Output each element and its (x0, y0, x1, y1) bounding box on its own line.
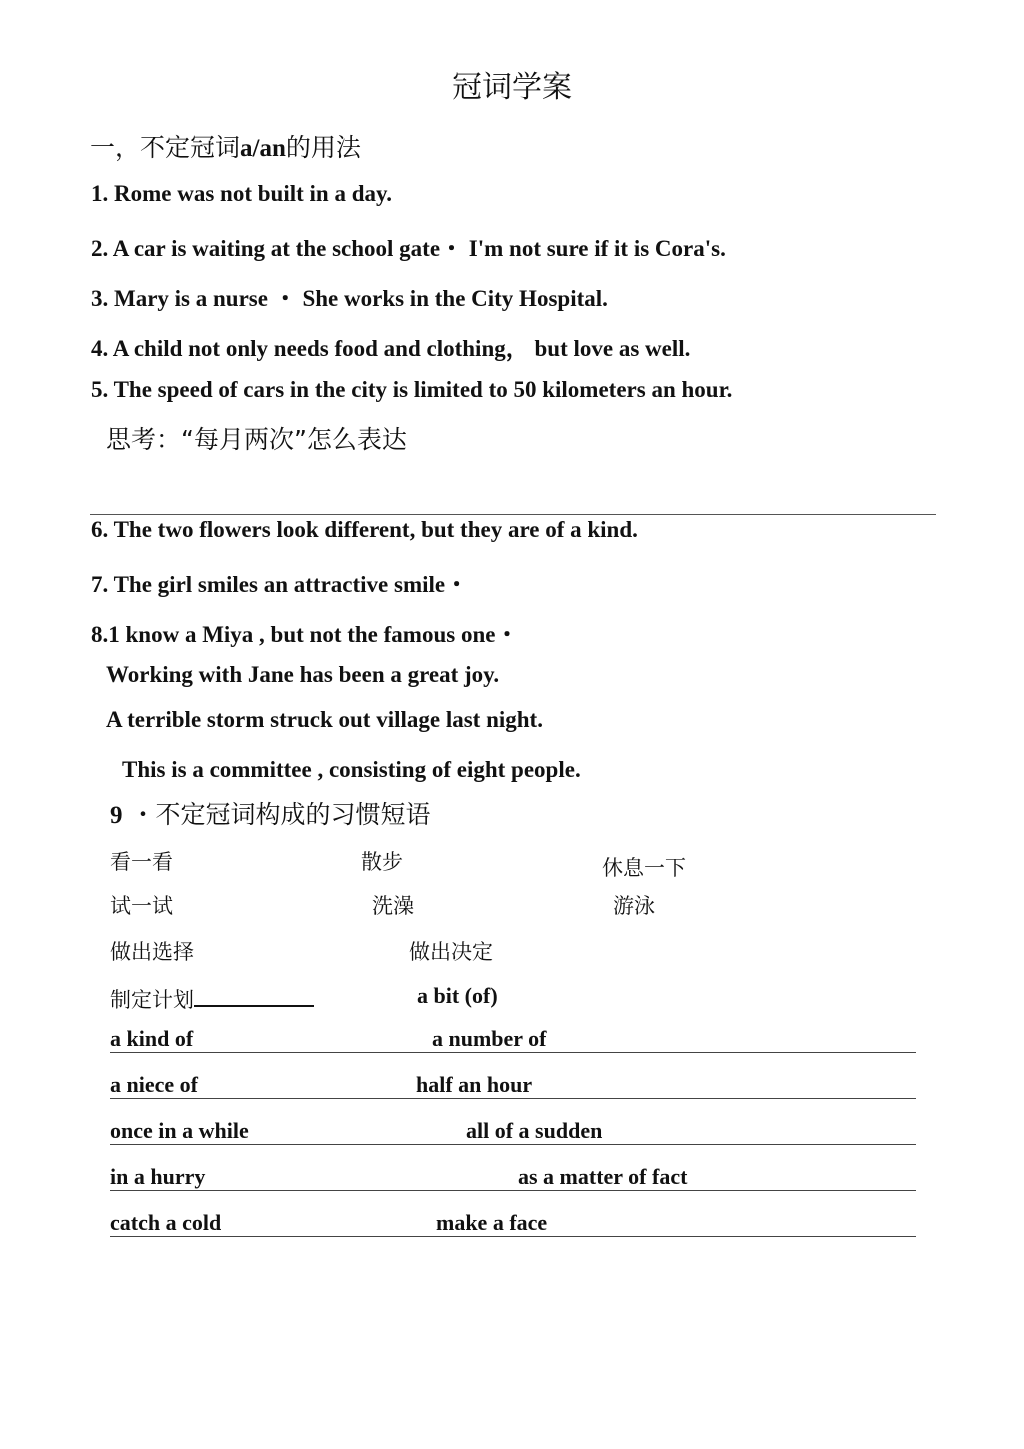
sentence-8-example-2: A terrible storm struck out village last night. (106, 707, 543, 732)
rule-line-2 (110, 1098, 916, 1099)
section-heading-suffix: 的用法 (285, 133, 361, 162)
rule-line-1 (110, 1052, 916, 1053)
phrase-a-kind-of: a kind of (110, 1026, 194, 1051)
sentence-8-example-1: Working with Jane has been a great joy. (106, 662, 500, 687)
phrase-a-bit-of: a bit (of) (417, 983, 498, 1008)
cn-phrase-decision: 做出决定 (409, 940, 493, 964)
sentence-6: 6. The two flowers look different, but they are of a kind. (91, 517, 638, 542)
rule-line-5 (110, 1236, 916, 1237)
sentence-8: 8.1 know a Miya , but not the famous one・ (91, 622, 519, 647)
phrase-half-an-hour: half an hour (416, 1072, 533, 1097)
page-title: 冠词学案 (452, 70, 572, 105)
answer-line (90, 514, 936, 515)
cn-phrase-try: 试一试 (110, 894, 173, 918)
section-heading-9 (110, 795, 430, 831)
phrase-a-niece-of: a niece of (110, 1072, 198, 1097)
rule-line-4 (110, 1190, 916, 1191)
sentence-3: 3. Mary is a nurse ・ She works in the City Hospital. (91, 286, 608, 311)
cn-phrase-walk: 散步 (361, 850, 403, 874)
phrase-all-of-a-sudden: all of a sudden (466, 1118, 603, 1143)
think-question: 思考：“每月两次”怎么表达 (106, 425, 407, 454)
section-9-number: 9 (110, 802, 123, 829)
sentence-7: 7. The girl smiles an attractive smile・ (91, 572, 469, 597)
phrase-a-number-of: a number of (432, 1026, 547, 1051)
section-heading-prefix: 一，不定冠词 (90, 133, 241, 162)
cn-phrase-plan-row (110, 984, 314, 1014)
phrase-catch-a-cold: catch a cold (110, 1210, 222, 1235)
fill-blank (194, 985, 314, 1007)
sentence-8-example-3: This is a committee , consisting of eight people. (122, 757, 581, 782)
cn-phrase-choice: 做出选择 (110, 940, 194, 964)
cn-phrase-swim: 游泳 (613, 894, 655, 918)
rule-line-3 (110, 1144, 916, 1145)
sentence-4: 4. A child not only needs food and clothing， but love as well. (91, 336, 691, 361)
cn-phrase-rest: 休息一下 (602, 856, 686, 880)
phrase-in-a-hurry: in a hurry (110, 1164, 206, 1189)
sentence-1: 1. Rome was not built in a day. (91, 181, 392, 206)
sentence-5: 5. The speed of cars in the city is limited to 50 kilometers an hour. (91, 377, 733, 402)
section-heading-term: a/an (240, 135, 286, 162)
phrase-make-a-face: make a face (436, 1210, 548, 1235)
cn-phrase-plan: 制定计划 (110, 988, 194, 1012)
section-9-text: ・不定冠词构成的习惯短语 (130, 800, 431, 829)
sentence-2: 2. A car is waiting at the school gate・ I'm not sure if it is Cora's. (91, 236, 726, 261)
section-heading-1 (90, 128, 361, 164)
phrase-as-a-matter-of-fact: as a matter of fact (518, 1164, 688, 1189)
cn-phrase-bath: 洗澡 (372, 894, 414, 918)
phrase-once-in-a-while: once in a while (110, 1118, 249, 1143)
cn-phrase-look: 看一看 (110, 850, 173, 874)
